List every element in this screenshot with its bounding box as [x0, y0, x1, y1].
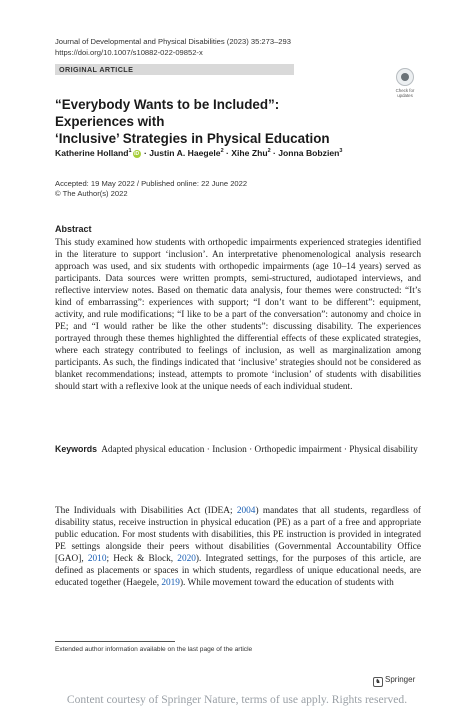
author-list: Katherine Holland$^1$ iD · Justin A. Haegele$^2$ · Xihe Zhu$^2$ · Jonna Bobzien$^3$ [55, 148, 343, 158]
body-text: ). Integrated settings, for the purposes of this article, are defined as placements or spaces in which students, regardless of unique educational needs, are educated together (Haegele, [55, 554, 421, 588]
publication-dates [55, 179, 247, 199]
keywords-label: Keywords [55, 444, 98, 454]
updates-line1: Check for [395, 88, 415, 93]
body-text: ). While movement toward the education of students with [179, 578, 394, 588]
body-text: ; Heck & Block, [106, 554, 178, 564]
publisher-logo [373, 675, 415, 687]
author-affiliation: 3 [339, 148, 343, 155]
orcid-icon[interactable]: iD [134, 151, 140, 157]
updates-line2: updates [397, 93, 413, 98]
author-name[interactable]: Xihe Zhu [231, 148, 268, 158]
footnote-rule [55, 641, 175, 642]
citation-link[interactable]: 2019 [161, 578, 180, 588]
publisher-name: Springer [385, 675, 416, 684]
citation-link[interactable]: 2020 [177, 554, 196, 564]
body-paragraph [55, 505, 421, 589]
courtesy-watermark: Content courtesy of Springer Nature, terms of use apply. Rights reserved. [66, 693, 408, 706]
author-affiliation: 2 [267, 148, 271, 155]
citation-link[interactable]: 2010 [87, 554, 107, 564]
check-for-updates-badge[interactable] [391, 67, 419, 101]
keywords-text: Adapted physical education · Inclusion · Orthopedic impairment · Physical disability [101, 445, 418, 455]
journal-citation: Journal of Developmental and Physical Disabilities (2023) 35:273–293 [55, 37, 291, 46]
author-name[interactable]: Justin A. Haegele [149, 148, 221, 158]
title-line-2: ‘Inclusive’ Strategies in Physical Education [55, 131, 330, 146]
journal-header [55, 37, 291, 58]
update-icon [396, 68, 414, 86]
body-text: The Individuals with Disabilities Act (IDEA; [55, 506, 237, 516]
abstract-text: This study examined how students with orthopedic impairments experienced strategies identified in the literature to support ‘inclusion’. An interpretative phenomenological analysis research approach was used, and six students with orthopedic impairments (age 10–14 years) served as participants. Data sources were written prompts, semi-structured, audiotaped interviews, and reflective interview notes. Based on thematic data analysis, four themes were constructed: “It’s kind of embarrassing”: experiences with support; “I don’t want to be different”: equipment, activity, and rule modifications; “I like to be a part of the conversation”: autonomy and choice in PE; and “I would rather be like the other students”: discussing disability. The experiences portrayed through these themes highlighted the differential effects of these explicated strategies, where each strategy contributed to feelings of inclusion, as well as marginalization among participants. As such, the findings indicated that ‘inclusive’ strategies should not be considered as blanket recommendations; instead, attempts to promote ‘inclusion’ of students with disabilities should start with a reflexive look at the unique needs of each individual student. [55, 238, 421, 392]
author-name[interactable]: Katherine Holland [55, 148, 129, 158]
copyright-line: © The Author(s) 2022 [55, 189, 128, 198]
journal-doi[interactable]: https://doi.org/10.1007/s10882-022-09852-x [55, 47, 203, 57]
springer-horse-icon: ♞ [373, 677, 383, 687]
citation-link[interactable]: 2004 [236, 506, 256, 516]
body-text: ) mandates that all students, regardless of disability status, receive instruction in physical education (PE) as a part of a free and appropriate public education. For most students with disabilities, this PE instruction is provided in integrated PE settings alongside their peers without disabilities (Governmental Accountability Office [GAO], [55, 506, 421, 564]
footnote: Extended author information available on the last page of the article [55, 646, 253, 653]
article-type-label: ORIGINAL ARTICLE [59, 65, 134, 74]
author-affiliation: 1 [128, 148, 132, 155]
author-name[interactable]: Jonna Bobzien [278, 148, 340, 158]
accepted-published-dates: Accepted: 19 May 2022 / Published online: 22 June 2022 [55, 179, 248, 188]
author-affiliation: 2 [220, 148, 224, 155]
title-line-1: “Everybody Wants to be Included”: Experiences with [55, 97, 280, 129]
abstract-heading: Abstract [55, 224, 92, 234]
keywords [55, 443, 421, 456]
article-title [55, 96, 355, 147]
